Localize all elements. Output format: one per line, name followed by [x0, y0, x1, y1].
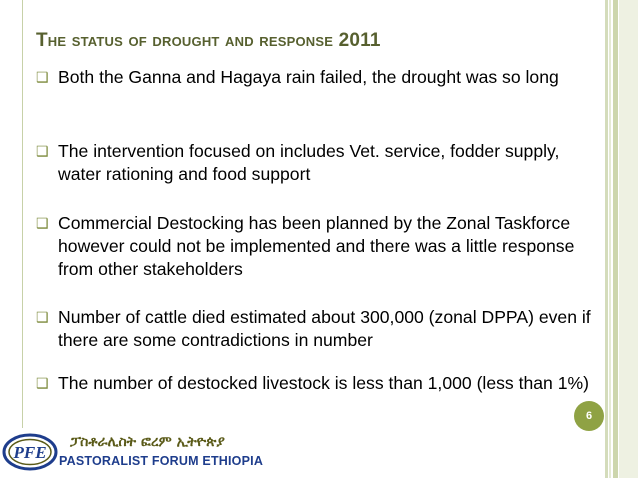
bullet-item — [36, 140, 596, 186]
left-divider-line — [22, 0, 23, 428]
bullet-text: The intervention focused on includes Vet. service, fodder supply, water rationing and food support — [58, 141, 560, 184]
bullet-text: Number of cattle died estimated about 300,000 (zonal DPPA) even if there are some contradictions in number — [58, 307, 591, 350]
bullet-text: Both the Ganna and Hagaya rain failed, the drought was so long — [58, 67, 559, 87]
logo-initials: PFE — [13, 443, 47, 462]
organization-name-english: PASTORALIST FORUM ETHIOPIA — [59, 454, 264, 468]
bullet-item — [36, 212, 596, 281]
organization-logo — [2, 432, 264, 474]
bullet-text: Commercial Destocking has been planned by the Zonal Taskforce however could not be implemented and there was a little response from other stakeholders — [58, 213, 575, 279]
bullet-icon: ❑ — [36, 69, 49, 85]
bullet-icon: ❑ — [36, 375, 49, 391]
bullet-item — [36, 372, 589, 395]
bullet-icon: ❑ — [36, 309, 49, 325]
page-number-badge: 6 — [574, 401, 604, 431]
bullet-text: The number of destocked livestock is less than 1,000 (less than 1%) — [58, 373, 590, 393]
right-decorative-band — [605, 0, 638, 478]
slide-title: The status of drought and response 2011 — [36, 30, 381, 51]
bullet-item — [36, 306, 596, 352]
bullet-icon: ❑ — [36, 215, 49, 231]
bullet-icon: ❑ — [36, 143, 49, 159]
organization-name-amharic: ፓስቶራሊስት ፎረም ኢትዮጵያ — [70, 434, 225, 450]
pfe-emblem-icon — [2, 432, 58, 472]
bullet-item — [36, 66, 559, 89]
